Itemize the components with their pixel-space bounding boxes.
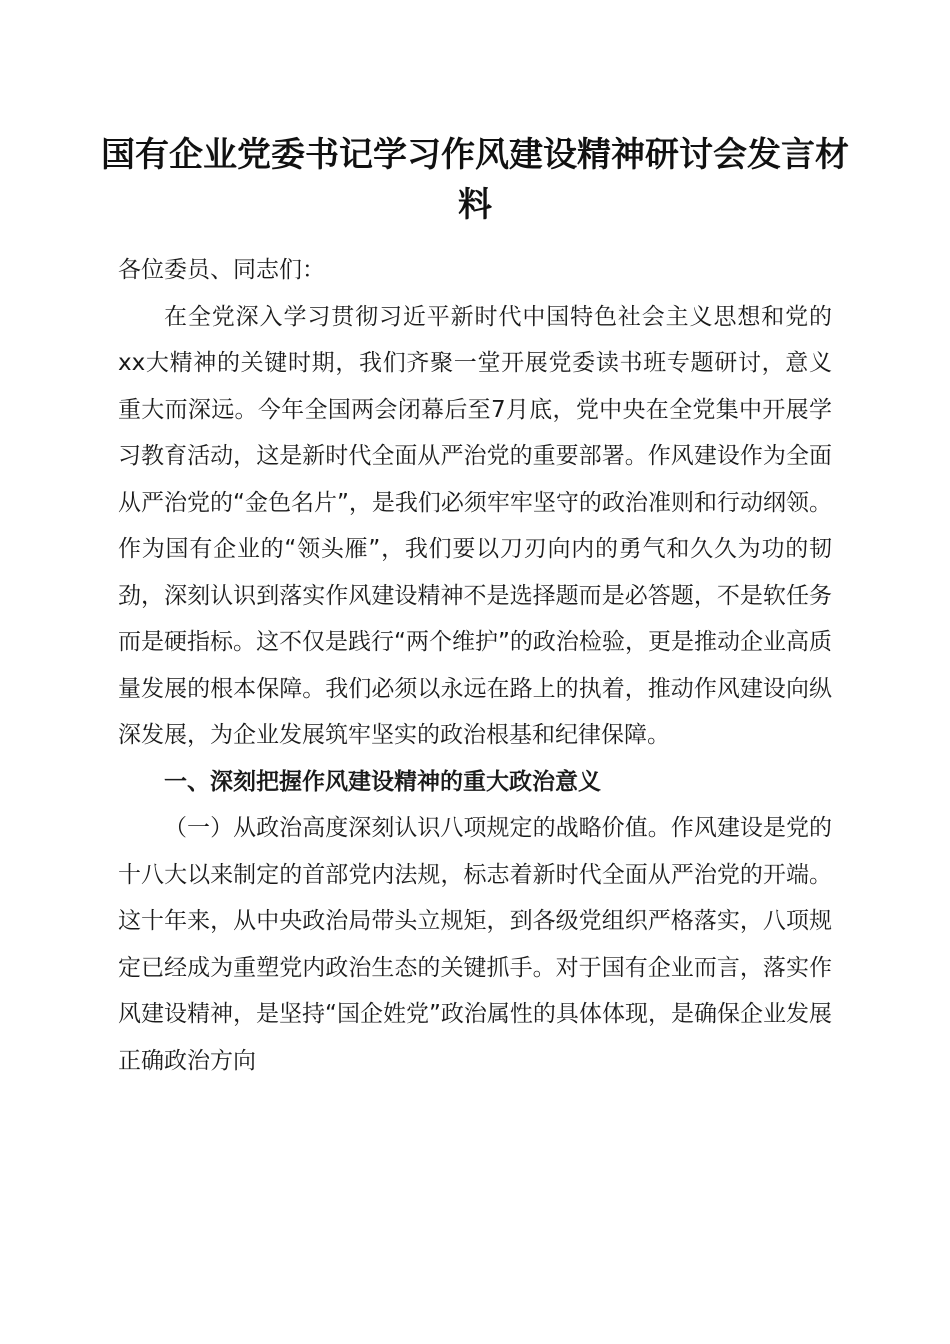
section-paragraph: （一）从政治高度深刻认识八项规定的战略价值。作风建设是党的十八大以来制定的首部党内法规，标志着新时代全面从严治党的开端。这十年来，从中央政治局带头立规矩，到各级党组织严格落实，八项规定已经成为重塑党内政治生态的关键抓手。对于国有企业而言，落实作风建设精神，是坚持“国企姓党”政治属性的具体体现，是确保企业发展正确政治方向 xyxy=(118,815,832,1074)
salutation: 各位委员、同志们： xyxy=(118,257,325,283)
section-heading: 一、深刻把握作风建设精神的重大政治意义 xyxy=(164,768,601,795)
document-title: 国有企业党委书记学习作风建设精神研讨会发言材料 xyxy=(101,135,849,225)
document-body xyxy=(118,247,832,1084)
intro-paragraph: 在全党深入学习贯彻习近平新时代中国特色社会主义思想和党的xx大精神的关键时期，我们齐聚一堂开展党委读书班专题研讨，意义重大而深远。今年全国两会闭幕后至7月底，党中央在全党集中开展学习教育活动，这是新时代全面从严治党的重要部署。作风建设作为全面从严治党的“金色名片”，是我们必须牢牢坚守的政治准则和行动纲领。作为国有企业的“领头雁”，我们要以刀刃向内的勇气和久久为功的韧劲，深刻认识到落实作风建设精神不是选择题而是必答题，不是软任务而是硬指标。这不仅是践行“两个维护”的政治检验，更是推动企业高质量发展的根本保障。我们必须以永远在路上的执着，推动作风建设向纵深发展，为企业发展筑牢坚实的政治根基和纪律保障。 xyxy=(118,303,832,748)
